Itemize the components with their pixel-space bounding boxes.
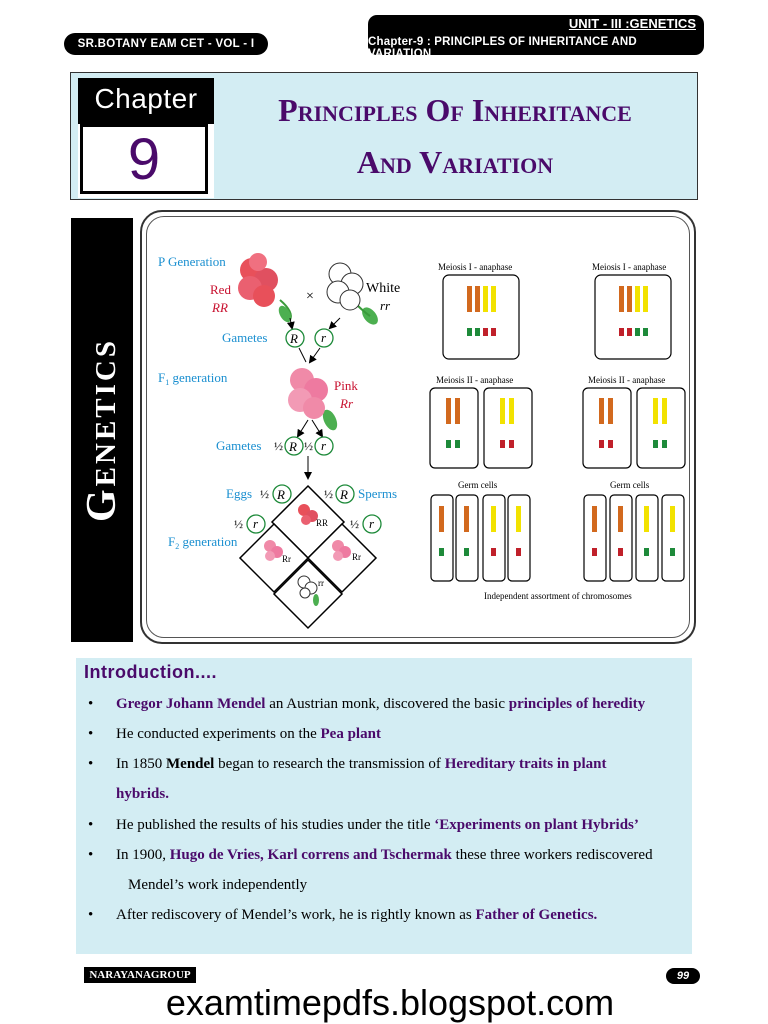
sperm-half-r: ½ [350, 517, 359, 531]
chromosome-cell-part [592, 548, 597, 556]
red-genotype: RR [212, 300, 228, 315]
introduction-heading: Introduction.... [84, 662, 217, 682]
chromosome-cell-part [635, 328, 640, 336]
chapter-label: Chapter [78, 78, 214, 124]
chromosome-cell-part [635, 286, 640, 312]
eggs-R: R [277, 487, 285, 502]
chapter-badge [78, 78, 214, 198]
chromosome-cell-part [464, 548, 469, 556]
meiosis1-label-right: Meiosis I - anaphase [592, 262, 667, 272]
chromosome-cell-part [455, 398, 460, 424]
eggs-r: r [253, 516, 259, 531]
chapter-title [215, 84, 695, 188]
sperm-r: r [369, 516, 375, 531]
chromosome-cell-part [643, 328, 648, 336]
p-generation-label: P Generation [158, 254, 226, 269]
meiosis-cells [430, 275, 685, 581]
chapter-title-line1: Principles Of Inheritance [278, 92, 632, 128]
chromosome-cell-part [484, 388, 532, 468]
chromosome-cell-part [439, 506, 444, 532]
meiosis-caption: Independent assortment of chromosomes [484, 591, 632, 601]
chromosome-cell-part [637, 388, 685, 468]
chromosome-cell-part [475, 328, 480, 336]
narayana-group-logo: NARAYANAGROUP [84, 967, 196, 983]
page-number: 99 [666, 968, 700, 984]
chapter-number-box [80, 124, 208, 194]
f1-gamete-r: r [321, 438, 327, 453]
gametes-label: Gametes [222, 330, 268, 345]
chromosome-cell-part [599, 440, 604, 448]
bullet-dot: • [88, 756, 94, 772]
chromosome-cell-part [595, 275, 671, 359]
pink-label: Pink [334, 378, 358, 393]
genetics-banner-text: Genetics [79, 338, 125, 522]
sperm-half: ½ [324, 487, 333, 501]
bullet-dot: • [88, 817, 94, 833]
gamete-R: R [290, 331, 298, 346]
gamete-r: r [321, 330, 327, 345]
chromosome-cell-part [439, 548, 444, 556]
chromosome-cell-part [446, 440, 451, 448]
chapter-title-line2: And Variation [356, 144, 554, 180]
meiosis2-label-right: Meiosis II - anaphase [588, 375, 666, 385]
chromosome-cell-part [467, 328, 472, 336]
f1-generation-label: $F_1$ generation [158, 370, 228, 387]
chromosome-cell-part [475, 286, 480, 312]
cross-symbol: × [306, 289, 314, 304]
chromosome-cell-part [491, 328, 496, 336]
introduction-panel: Introduction.... • Gregor Johann Mendel an Austrian monk, discovered the basic principles of heredity • He conducted experiments on the Pea plant • In 1850 Mendel began to research the transmission of Hereditary traits in plant hybrids. • He published the results of his studies under the title ‘Experiments on plant Hybrids’ • In 1900, Hugo de Vries, Karl correns and Tschermak these three workers rediscovered Mendel’s work independently • After rediscovery of Mendel’s work, he is rightly known as Father of Genetics. [76, 658, 692, 954]
chromosome-cell-part [618, 506, 623, 532]
f1-half-R: ½ [274, 439, 283, 453]
chromosome-cell-part [500, 440, 505, 448]
punnett-RR: RR [316, 518, 329, 528]
chapter-header-label: Chapter-9 : PRINCIPLES OF INHERITANCE AND VARIATION [368, 36, 637, 60]
red-label: Red [210, 282, 231, 297]
eggs-half-r: ½ [234, 517, 243, 531]
meiosis1-label-left: Meiosis I - anaphase [438, 262, 513, 272]
chromosome-cell-part [500, 398, 505, 424]
chromosome-cell-part [619, 286, 624, 312]
f1-gamete-R: R [289, 439, 297, 454]
chromosome-cell-part [583, 388, 631, 468]
punnett-Rr-left: Rr [282, 554, 291, 564]
f2-generation-label: $F_2$ generation [168, 534, 238, 551]
chromosome-cell-part [608, 440, 613, 448]
unit-label: UNIT - III :GENETICS [568, 16, 696, 31]
chromosome-cell-part [446, 398, 451, 424]
chapter-header-pill [368, 15, 704, 60]
chromosome-cell-part [608, 398, 613, 424]
bullet-dot: • [88, 907, 94, 923]
chromosome-cell-part [670, 548, 675, 556]
chromosome-cell-part [483, 328, 488, 336]
germ-cells-label-right: Germ cells [610, 480, 650, 490]
chromosome-cell-part [491, 286, 496, 312]
chromosome-cell-part [619, 328, 624, 336]
inheritance-figure [140, 210, 696, 644]
chromosome-cell-part [430, 388, 478, 468]
chromosome-cell-part [643, 286, 648, 312]
f1-half-r: ½ [304, 439, 313, 453]
chromosome-cell-part [627, 328, 632, 336]
pink-genotype: Rr [340, 396, 353, 411]
chromosome-cell-part [627, 286, 632, 312]
germ-cells-label-left: Germ cells [458, 480, 498, 490]
chromosome-cell-part [443, 275, 519, 359]
genetics-side-banner [71, 218, 133, 642]
eggs-label: Eggs [226, 486, 252, 501]
chromosome-cell-part [455, 440, 460, 448]
sperms-label: Sperms [358, 486, 397, 501]
eggs-half: ½ [260, 487, 269, 501]
chromosome-cell-part [662, 440, 667, 448]
chromosome-cell-part [467, 286, 472, 312]
bullet-dot: • [88, 726, 94, 742]
chromosome-cell-part [509, 398, 514, 424]
chromosome-cell-part [516, 506, 521, 532]
f1-gametes-label: Gametes [216, 438, 262, 453]
chromosome-cell-part [592, 506, 597, 532]
chromosome-cell-part [483, 286, 488, 312]
red-flower-icon [238, 253, 294, 324]
chromosome-cell-part [618, 548, 623, 556]
white-genotype: rr [380, 298, 391, 313]
bullet-dot: • [88, 847, 94, 863]
chapter-number: 9 [127, 127, 161, 192]
white-label: White [366, 281, 401, 296]
chromosome-cell-part [491, 506, 496, 532]
chromosome-cell-part [464, 506, 469, 532]
chromosome-cell-part [653, 440, 658, 448]
bullet-dot: • [88, 696, 94, 712]
chromosome-cell-part [662, 398, 667, 424]
chromosome-cell-part [653, 398, 658, 424]
chromosome-cell-part [516, 548, 521, 556]
meiosis2-label-left: Meiosis II - anaphase [436, 375, 514, 385]
punnett-Rr-right: Rr [352, 552, 361, 562]
chromosome-cell-part [509, 440, 514, 448]
website-url: examtimepdfs.blogspot.com [165, 982, 615, 1023]
chromosome-cell-part [644, 506, 649, 532]
chromosome-cell-part [599, 398, 604, 424]
sperm-R: R [340, 487, 348, 502]
chromosome-cell-part [670, 506, 675, 532]
punnett-rr: rr [318, 578, 324, 588]
chromosome-cell-part [491, 548, 496, 556]
book-title-pill: SR.BOTANY EAM CET - VOL - I [64, 33, 268, 55]
chromosome-cell-part [644, 548, 649, 556]
